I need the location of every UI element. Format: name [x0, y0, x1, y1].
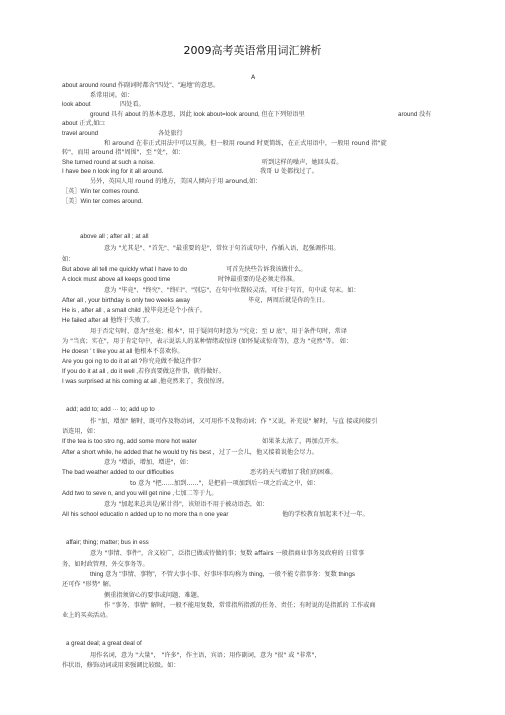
entry-line: But above all tell me quickly what I have to do	[62, 266, 188, 273]
entry-line: He is , after all , a small child ,彼毕竟还是个小孩子。	[62, 307, 207, 314]
entry-line: 作状语，修饰动词或用来强调比较级。如：	[62, 662, 180, 669]
entry-line: 意为 "尤其是"、"首先"、"最重要的是"，常位于句首或句中，作插入语，起强调作用。	[104, 245, 340, 252]
entry-line: to 意为 "把……加到……"，是把前一项加到后一项之后或之中，如：	[130, 480, 320, 487]
entry-line: 意为 "增添，增加，增进"，如：	[104, 459, 193, 466]
section-a-line: travel around	[62, 130, 99, 137]
entry-line: 毕竟，两周后就是你的生日。	[248, 297, 329, 304]
entry-line: 时钟最重要的是必须走得准。	[218, 276, 299, 283]
entry-line: 还可作 "形势" 解。	[62, 581, 115, 588]
section-a-line: 四处看。	[120, 101, 145, 108]
entry-line: A clock must above all keeps good time	[62, 276, 171, 283]
entry-line: After a short while, he added that he would try his best ，过了一会儿，他又接着说他会尽力。	[62, 449, 318, 456]
section-letter-a: A	[251, 74, 256, 81]
entry-line: 意为 "加起来总共是/累计得"，该短语不用于被动语态，如：	[104, 501, 269, 508]
entry-line: If you do it at all , do it well ,若你真要做这件事，就得做好。	[62, 368, 225, 375]
entry-line: 如果茶太浓了，再加点开水。	[262, 438, 343, 445]
entry-line: 为 "当真；实在"，用于肯定句中，表示说话人的某种情绪或惊讶 (如怀疑或惊奇等)，意为 "竟然"等。 如：	[62, 338, 353, 345]
entry-heading: add; add to; add ··· to; add up to	[66, 406, 155, 413]
section-a-line: ground 具有 about 的基本意思，因此 look about=look around, 但在下列短语里	[90, 111, 305, 118]
entry-line: thing 意为 "事情、事物"，不管大事小事、好事坏事均称为 thing，一般不能专指事务：复数 things	[90, 571, 355, 578]
entry-line: The bad weather added to our difficulties	[62, 469, 174, 476]
entry-line: He doesn ' t like you at all 他根本不喜欢你。	[62, 348, 184, 355]
document-title: 2009高考英语常用词汇辨析	[183, 44, 322, 57]
entry-line: 侧重指须留心的要事或问题、难题。	[104, 592, 203, 599]
section-a-line: 我哥 U 处都找过了。	[260, 168, 318, 175]
entry-line: 用于否定句时，意为"丝毫；根本"，用于疑问句时意为 "究竟；至 U 底"，用于条件句时，常译	[90, 328, 347, 335]
section-a-line: 系常用词。如：	[90, 92, 134, 99]
entry-line: 业上的买卖活动。	[62, 612, 112, 619]
entry-line: All his school educatio n added up to no more tha n one year	[62, 511, 229, 518]
section-a-line: look about	[62, 101, 91, 108]
entry-line: If the tea is too stro ng, add some more hot water	[62, 438, 197, 445]
entry-line: 作 "加，增加" 解时，既可作及物动词，又可用作不及物动词；作 "又说，补充说" 解时，与直 接或间接引	[90, 418, 378, 425]
entry-line: I was surprised at his coming at all ,他竟然来了，我很惊讶。	[62, 378, 229, 385]
entry-line: 可首先快些告诉我该做什么。	[226, 266, 307, 273]
entry-line: 务，如时政管理、外交事务等。	[62, 561, 149, 568]
section-a-line: 转"，而用 around 指"周围"，至 "处"，如：	[62, 149, 185, 156]
entry-line: 用作名词，意为 "大量"， "许多"，作主语，宾语；用作副词，意为 "很" 或 "非常"，	[90, 652, 321, 659]
section-a-line: ［美］Win ter comes around.	[62, 198, 143, 205]
entry-line: He failed after all 他终于失败了。	[62, 317, 154, 324]
entry-line: Add two to seve n, and you will get nine ,七加二等于九。	[62, 490, 218, 497]
section-a-line: She turned round at such a noise.	[62, 159, 155, 166]
entry-line: After all , your birthday is only two weeks away	[62, 297, 190, 304]
entry-line: Are you goi ng to do it at all ?你究竟做不做这件事？	[62, 358, 205, 365]
section-a-line: 另外，英国人用 round 的地方，美国人倾向于用 around,如：	[90, 178, 262, 185]
section-a-line: 和 around 在非正式用法中可以互换，但一般用 round 时更简练，在正式用语中，一般用 round 指"旋	[104, 140, 387, 147]
entry-line: 他的学校教育加起来不过一年。	[282, 511, 369, 518]
entry-line: 作 "事务、事情" 解时，一般不能用复数，常常指所指派的任务、责任；有时说的是指派的 工作或商	[104, 602, 376, 609]
entry-line: 恶劣的天气增加了我们的困难。	[250, 469, 337, 476]
entry-line: 语连用，如：	[62, 428, 100, 435]
section-a-line: 听到这样的噪声，她回头看。	[262, 159, 343, 166]
entry-line: 意为 "毕竟"、"终究"、"终归"、"别忘"，在句中位置较灵活，可位于句首，句中或 句末。如：	[104, 287, 360, 294]
entry-heading: above all ; after all ; at all	[80, 233, 149, 240]
section-a-line: about 正式,如□:	[62, 120, 105, 127]
section-a-line: 各处旅行	[158, 130, 183, 137]
section-a-line: about around round 作副词时都含"四处"、"遍地"的意思。	[62, 82, 220, 89]
section-a-line: around 没有	[398, 111, 432, 118]
entry-line: 如：	[62, 256, 75, 263]
section-a-line: I have bee n look ing for it all around.	[62, 168, 164, 175]
section-a-line: ［英］Win ter comes round.	[62, 188, 140, 195]
entry-heading: affair; thing; matter; bus in ess	[66, 539, 149, 546]
entry-heading: a great deal; a great deal of	[66, 640, 142, 647]
entry-line: 意为 "事情、事件"，含义较广，泛指已做或待做的事；复数 affairs 一般指商业事务及政府的 日常事	[90, 550, 365, 557]
